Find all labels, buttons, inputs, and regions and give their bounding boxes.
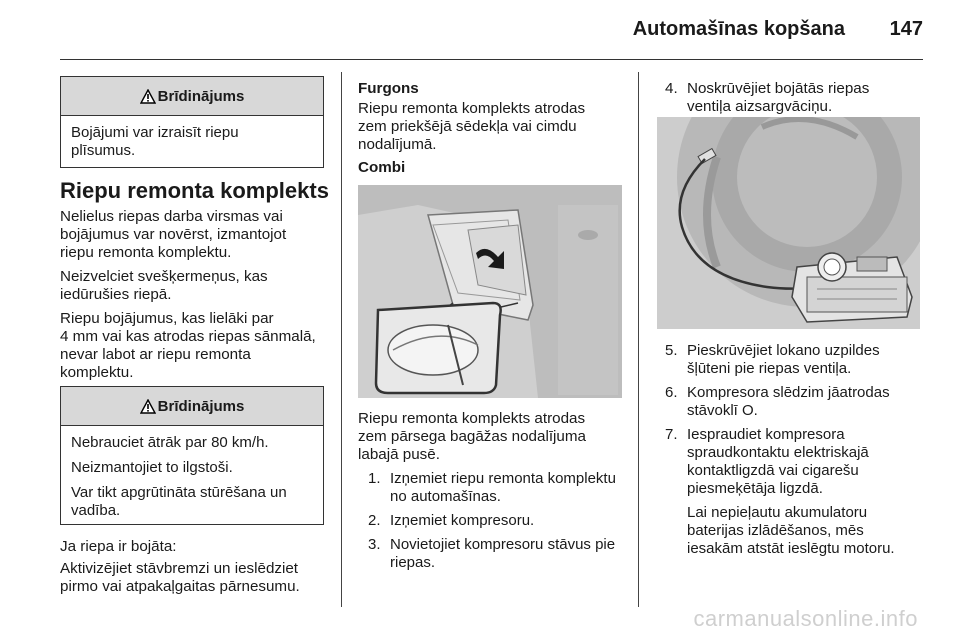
subheading-combi: Combi <box>358 159 406 176</box>
list-item: 5. Pieskrūvējiet lokano uzpildes šļūteni pie riepas ventiļa. <box>665 342 880 377</box>
warning-title: Brīdinājums <box>157 397 245 415</box>
warning-line: Bojājumi var izraisīt riepu <box>71 124 239 141</box>
warning-line: Nebrauciet ātrāk par 80 km/h. <box>71 434 269 451</box>
subheading-furgons: Furgons <box>358 80 419 97</box>
warning-triangle-icon <box>140 89 156 104</box>
paragraph: Ja riepa ir bojāta: <box>60 538 177 555</box>
column-divider-1 <box>341 72 342 607</box>
steps-list <box>358 470 630 572</box>
list-item: 6. Kompresora slēdzim jāatrodas stāvoklī O. <box>665 384 890 419</box>
watermark: carmanualsonline.info <box>693 606 918 631</box>
warning-header <box>61 77 323 116</box>
warning-line: plīsumus. <box>71 142 136 159</box>
list-item: 3. Novietojiet kompresoru stāvus pie riepas. <box>368 536 616 571</box>
tire-compressor-illustration <box>657 117 920 329</box>
paragraph: Nelielus riepas darba virsmas vai bojājumus var novērst, izmantojot riepu remonta komplektu. <box>60 208 287 261</box>
header-rule <box>60 59 923 60</box>
paragraph: Riepu bojājumus, kas lielāki par 4 mm vai kas atrodas riepas sānmalā, nevar labot ar riepu remonta komplektu. <box>60 310 316 381</box>
paragraph: Riepu remonta komplekts atrodas zem priekšējā sēdekļa vai cimdu nodalījumā. <box>358 100 586 153</box>
chapter-title: Automašīnas kopšana <box>632 18 845 40</box>
warning-title: Brīdinājums <box>157 87 245 105</box>
warning-line: Var tikt apgrūtināta stūrēšana un vadība. <box>71 484 287 519</box>
section-title: Riepu remonta komplekts <box>60 178 329 203</box>
paragraph: Aktivizējiet stāvbremzi un ieslēdziet pirmo vai atpakaļgaitas pārnesumu. <box>60 560 300 595</box>
warning-header <box>61 387 323 426</box>
warning-line: Neizmantojiet to ilgstoši. <box>71 459 233 476</box>
warning-triangle-icon <box>140 399 156 414</box>
page-number: 147 <box>889 18 923 40</box>
list-item: 2. Izņemiet kompresoru. <box>368 512 535 529</box>
warning-box-1 <box>60 76 324 168</box>
list-item: 4. Noskrūvējiet bojātās riepas ventiļa aizsargvāciņu. <box>665 80 870 115</box>
paragraph: Riepu remonta komplekts atrodas zem pārsega bagāžas nodalījuma labajā pusē. <box>358 410 586 463</box>
column-divider-2 <box>638 72 639 607</box>
list-item: 7. Iespraudiet kompresora spraudkontaktu elektriskajā kontaktligzdā vai cigarešu piesmeķētāja ligzdā. Lai nepieļautu akumulatoru baterijas izlādēšanos, mēs iesakām atstāt ieslēgtu motoru. <box>665 426 895 557</box>
warning-box-2 <box>60 386 324 525</box>
paragraph: Neizvelciet svešķermeņus, kas iedūrušies riepā. <box>60 268 268 303</box>
page-header <box>0 0 960 62</box>
list-item: 1. Izņemiet riepu remonta komplektu no automašīnas. <box>368 470 616 505</box>
trunk-illustration <box>358 185 622 398</box>
